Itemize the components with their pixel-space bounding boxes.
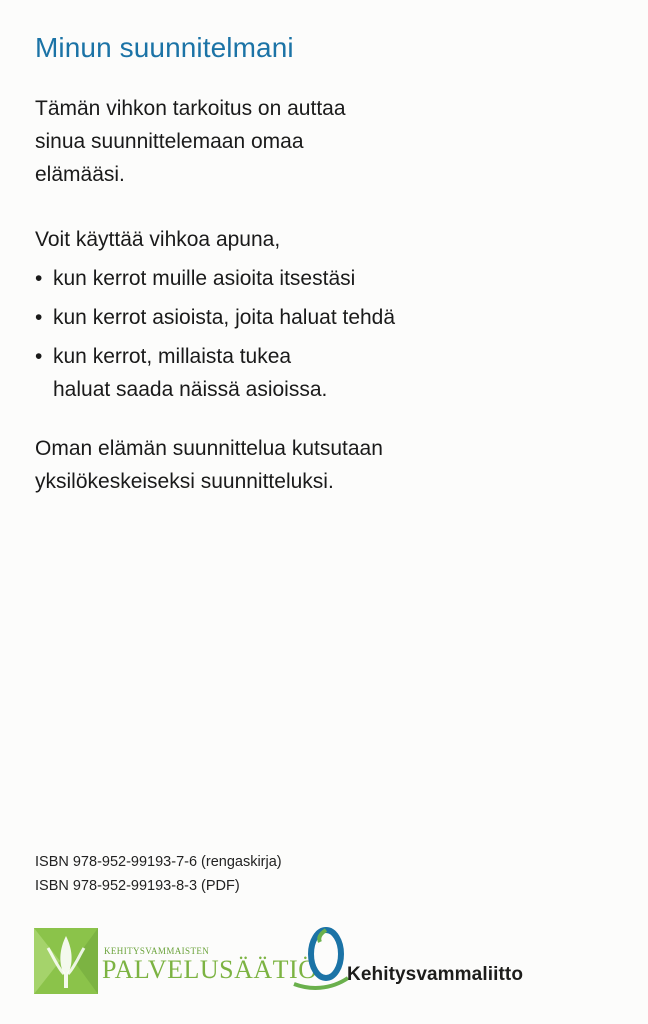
intro-paragraph: Tämän vihkon tarkoitus on auttaa sinua suunnittelemaan omaa elämääsi. — [35, 97, 346, 186]
page-title: Minun suunnitelmani — [35, 32, 294, 63]
bullet-text-continuation: haluat saada näissä asioissa. — [53, 378, 328, 401]
bullet-text: kun kerrot, millaista tukea — [53, 345, 292, 368]
bullet-list — [35, 262, 395, 412]
isbn-block — [35, 850, 282, 898]
bullet-text: kun kerrot asioista, joita haluat tehdä — [53, 306, 396, 329]
bullet-dot-icon: • — [35, 267, 43, 290]
palvelusaatio-logo — [34, 928, 318, 994]
kehitysvammaliitto-logo — [290, 924, 540, 996]
closing-paragraph: Oman elämän suunnittelua kutsutaan yksilökeskeiseksi suunnitteluksi. — [35, 437, 383, 493]
isbn-pdf: ISBN 978-952-99193-8-3 (PDF) — [35, 878, 240, 894]
kehitysvammaliitto-logo-icon — [290, 924, 352, 994]
bullet-item — [35, 262, 395, 295]
palvelusaatio-logo-small-text: KEHITYSVAMMAISTEN — [104, 946, 210, 956]
bullet-dot-icon: • — [35, 345, 43, 368]
bullet-dot-icon: • — [35, 306, 43, 329]
bullet-item — [35, 301, 395, 334]
bullet-text: kun kerrot muille asioita itsestäsi — [53, 267, 356, 290]
palvelusaatio-logo-icon — [34, 928, 98, 994]
lead-sentence: Voit käyttää vihkoa apuna, — [35, 228, 281, 251]
bullet-item — [35, 340, 395, 406]
kehitysvammaliitto-logo-name: Kehitysvammaliitto — [347, 964, 524, 985]
palvelusaatio-logo-name: PALVELUSÄÄTIÖ — [102, 955, 318, 984]
isbn-print: ISBN 978-952-99193-7-6 (rengaskirja) — [35, 854, 282, 870]
